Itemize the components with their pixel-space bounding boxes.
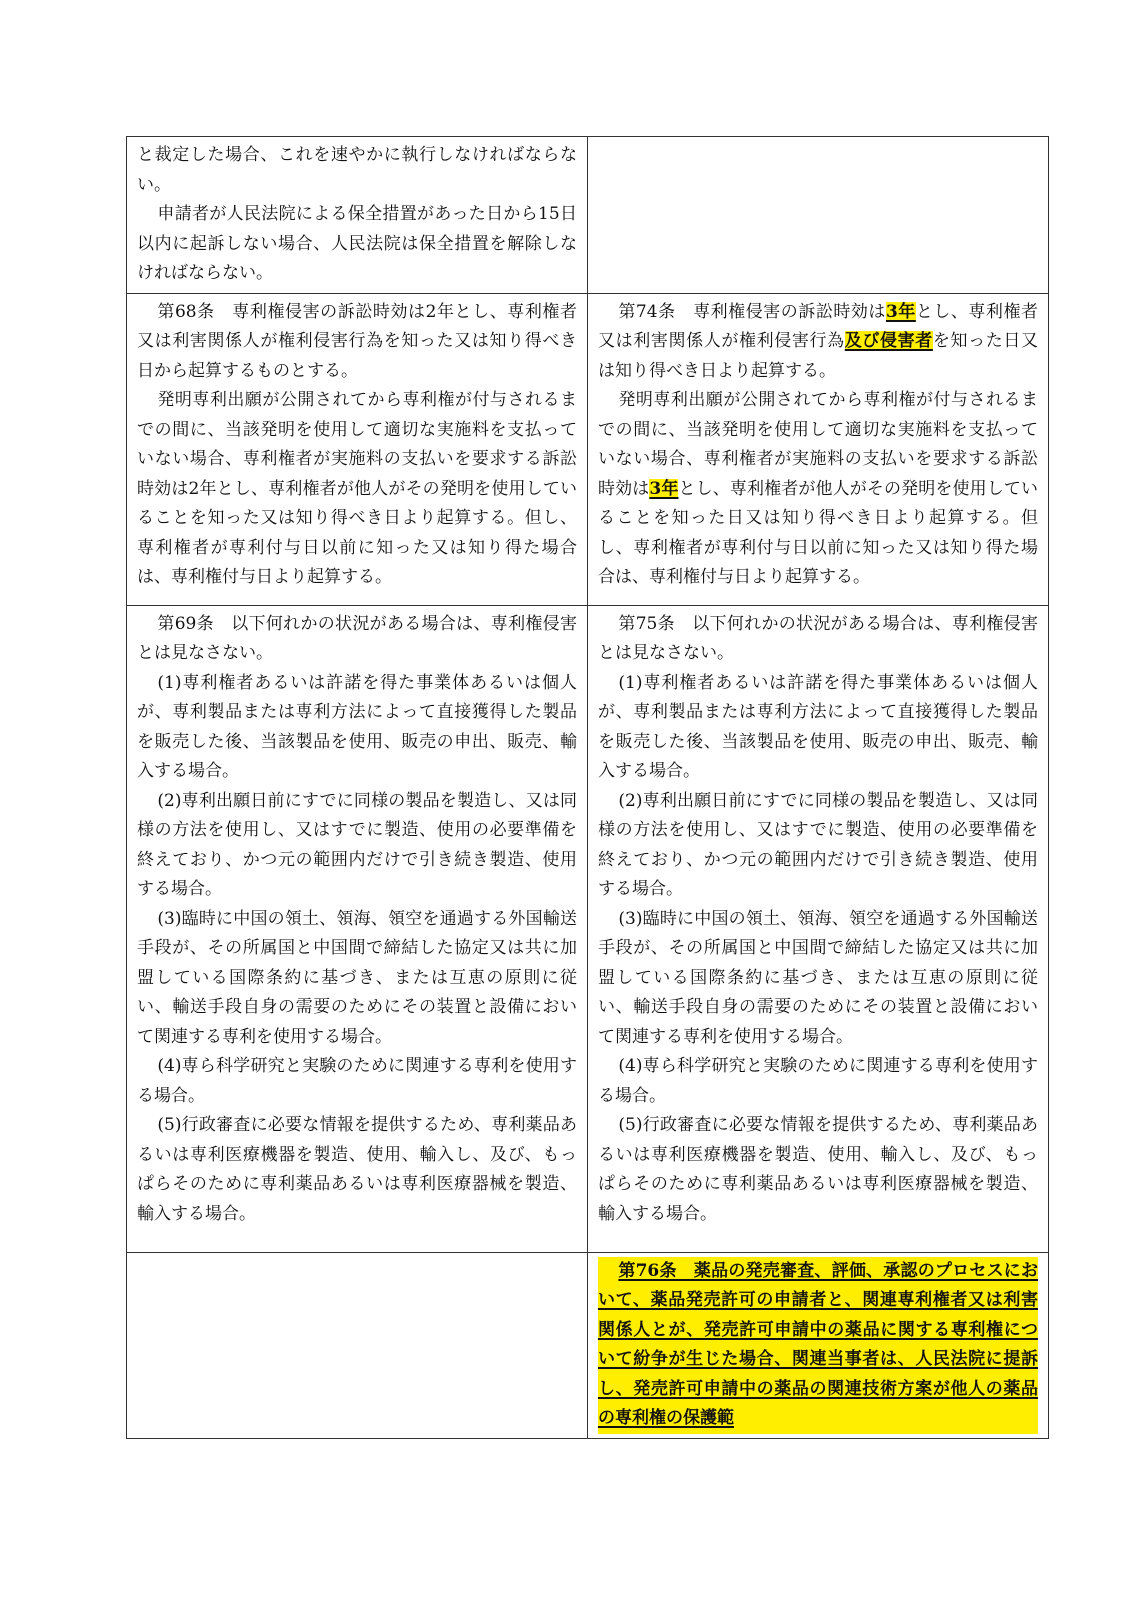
old-law-cell [127,1252,588,1438]
text-run: とし、専利権者又は利害関係人が権利侵害行為 [598,301,1038,351]
old-law-cell [127,137,588,294]
paragraph [598,386,1038,593]
text-run: とし、専利権者が他人がその発明を使用していることを知った日又は知り得べき日より起算する。但し、専利権者が専利付与日以前に知った又は知り得た場合は、専利権付与日より起算する。 [598,478,1039,587]
new-law-cell [588,293,1049,605]
list-item: (5)行政審査に必要な情報を提供するため、専利薬品あるいは専利医療機器を製造、使用、輸入し、及び、もっぱらそのために専利薬品あるいは専利医療器械を製造、輸入する場合。 [137,1115,577,1224]
list-item: (1)専利権者あるいは許諾を得た事業体あるいは個人が、専利製品または専利方法によって直接獲得した製品を販売した後、当該製品を使用、販売の申出、販売、輸入する場合。 [598,672,1038,781]
article-69-heading: 第69条 以下何れかの状況がある場合は、専利権侵害とは見なさない。 [137,613,577,663]
article-76-new-provision: 第76条 薬品の発売審査、評価、承認のプロセスにおいて、薬品発売許可の申請者と、関連専利権者又は利害関係人とが、発売許可申請中の薬品に関する専利権について紛争が生じた場合、関連当事者は、人民法院に提訴し、発売許可申請中の薬品の関連技術方案が他人の薬品の専利権の保護範 [598,1257,1038,1434]
new-law-cell [588,1252,1049,1438]
list-item: (2)専利出願日前にすでに同様の製品を製造し、又は同様の方法を使用し、又はすでに製造、使用の必要準備を終えており、かつ元の範囲内だけで引き続き製造、使用する場合。 [137,790,577,899]
paragraph: 申請者が人民法院による保全措置があった日から15日以内に起訴しない場合、人民法院は保全措置を解除しなければならない。 [137,204,577,283]
list-item: (4)専ら科学研究と実験のために関連する専利を使用する場合。 [598,1056,1038,1106]
table-row [127,1252,1049,1438]
list-item: (4)専ら科学研究と実験のために関連する専利を使用する場合。 [137,1056,577,1106]
highlighted-amendment: 3年 [649,478,679,499]
list-item: (5)行政審査に必要な情報を提供するため、専利薬品あるいは専利医療機器を製造、使用、輸入し、及び、もっぱらそのために専利薬品あるいは専利医療器械を製造、輸入する場合。 [598,1115,1038,1224]
list-item: (3)臨時に中国の領土、領海、領空を通過する外国輸送手段が、その所属国と中国間で締結した協定又は共に加盟している国際条約に基づき、または互恵の原則に従い、輸送手段自身の需要のためにその装置と設備において関連する専利を使用する場合。 [598,908,1038,1047]
new-law-cell [588,605,1049,1252]
list-item: (1)専利権者あるいは許諾を得た事業体あるいは個人が、専利製品または専利方法によって直接獲得した製品を販売した後、当該製品を使用、販売の申出、販売、輸入する場合。 [137,672,577,781]
list-item: (2)専利出願日前にすでに同様の製品を製造し、又は同様の方法を使用し、又はすでに製造、使用の必要準備を終えており、かつ元の範囲内だけで引き続き製造、使用する場合。 [598,790,1038,899]
highlighted-amendment: 3年 [885,301,916,322]
table-row [127,605,1049,1252]
highlighted-amendment: 及び侵害者 [844,331,933,351]
old-law-cell [127,605,588,1252]
paragraph: 発明専利出願が公開されてから専利権が付与されるまでの間に、当該発明を使用して適切な実施料を支払っていない場合、専利権者が実施料の支払いを要求する訴訟時効は2年とし、専利権者が他人がその発明を使用していることを知った又は知り得べき日より起算する。但し、専利権者が専利付与日以前に知った又は知り得た場合は、専利権付与日より起算する。 [137,390,577,587]
article-74-heading [598,298,1038,387]
article-75-heading: 第75条 以下何れかの状況がある場合は、専利権侵害とは見なさない。 [598,613,1038,663]
list-item: (3)臨時に中国の領土、領海、領空を通過する外国輸送手段が、その所属国と中国間で締結した協定又は共に加盟している国際条約に基づき、または互恵の原則に従い、輸送手段自身の需要のためにその装置と設備において関連する専利を使用する場合。 [137,908,577,1047]
text-run: を知った日又は知り得べき日より起算する。 [598,331,1038,381]
table-row [127,137,1049,294]
old-law-cell [127,293,588,605]
comparison-table [126,136,1049,1439]
paragraph: と裁定した場合、これを速やかに執行しなければならない。 [137,145,577,195]
table-row [127,293,1049,605]
new-law-cell [588,137,1049,294]
article-68-heading: 第68条 専利権侵害の訴訟時効は2年とし、専利権者又は利害関係人が権利侵害行為を知った又は知り得べき日から起算するものとする。 [137,301,577,381]
text-run: 第74条 専利権侵害の訴訟時効は [618,301,886,322]
text-run: 発明専利出願が公開されてから専利権が付与されるまでの間に、当該発明を使用して適切な実施料を支払っていない場合、専利権者が実施料の支払いを要求する訴訟時効は [598,390,1038,499]
